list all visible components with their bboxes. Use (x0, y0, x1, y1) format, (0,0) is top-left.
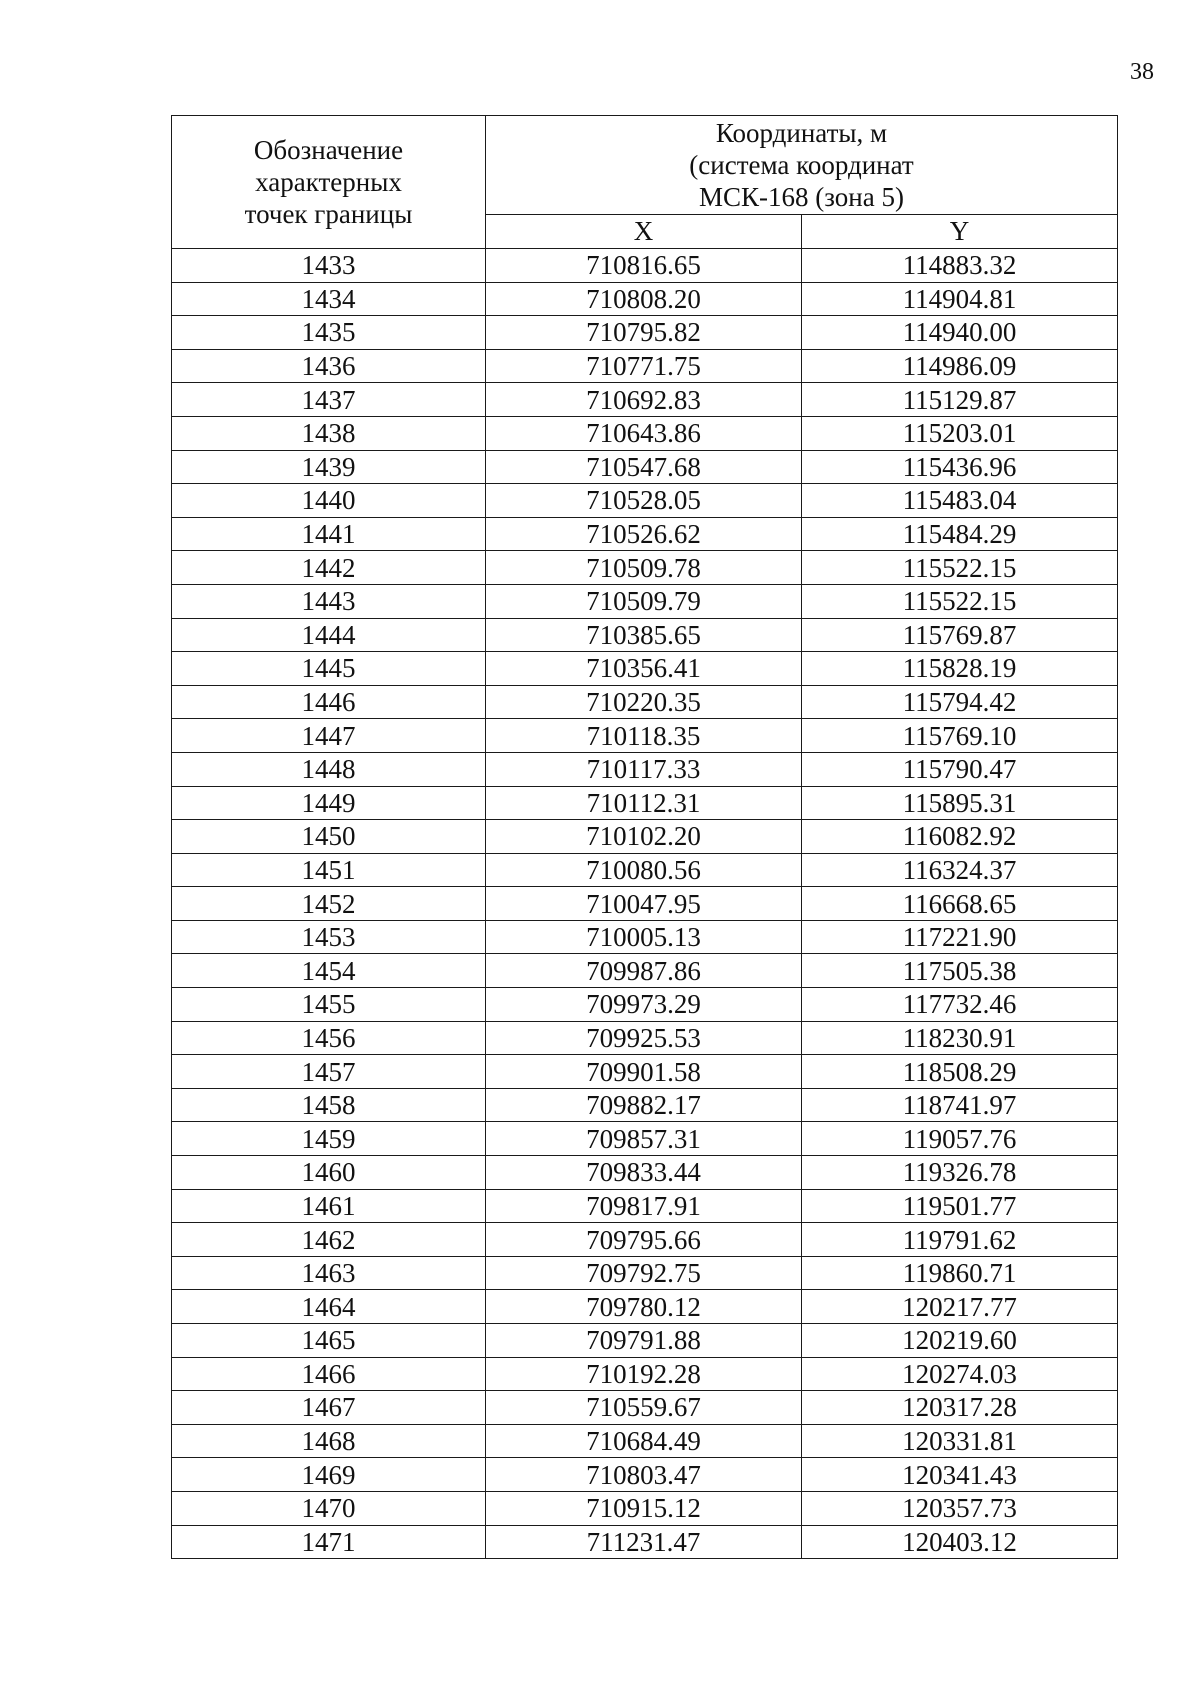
point-cell: 1460 (172, 1156, 486, 1190)
x-cell: 710356.41 (486, 652, 802, 686)
point-cell: 1459 (172, 1122, 486, 1156)
x-cell: 709857.31 (486, 1122, 802, 1156)
header-point-line: точек границы (244, 199, 413, 229)
point-cell: 1451 (172, 853, 486, 887)
x-cell: 710643.86 (486, 416, 802, 450)
point-cell: 1466 (172, 1357, 486, 1391)
point-cell: 1440 (172, 484, 486, 518)
table-row (172, 1458, 1118, 1492)
point-cell: 1448 (172, 752, 486, 786)
table-row (172, 920, 1118, 954)
x-cell: 710803.47 (486, 1458, 802, 1492)
point-cell: 1442 (172, 551, 486, 585)
point-cell: 1464 (172, 1290, 486, 1324)
table-row (172, 1391, 1118, 1425)
table-row (172, 853, 1118, 887)
y-cell: 119860.71 (802, 1256, 1118, 1290)
x-cell: 710080.56 (486, 853, 802, 887)
y-cell: 115828.19 (802, 652, 1118, 686)
point-cell: 1462 (172, 1223, 486, 1257)
x-cell: 710684.49 (486, 1424, 802, 1458)
x-cell: 710220.35 (486, 685, 802, 719)
x-cell: 709792.75 (486, 1256, 802, 1290)
table-row (172, 249, 1118, 283)
y-cell: 115794.42 (802, 685, 1118, 719)
point-cell: 1471 (172, 1525, 486, 1559)
x-cell: 709973.29 (486, 988, 802, 1022)
y-cell: 114883.32 (802, 249, 1118, 283)
table-row (172, 820, 1118, 854)
y-cell: 116668.65 (802, 887, 1118, 921)
y-cell: 120317.28 (802, 1391, 1118, 1425)
x-cell: 709901.58 (486, 1055, 802, 1089)
point-cell: 1436 (172, 349, 486, 383)
page-number: 38 (1130, 59, 1154, 85)
header-coords-line: МСК-168 (зона 5) (699, 182, 904, 212)
y-cell: 118508.29 (802, 1055, 1118, 1089)
point-cell: 1447 (172, 719, 486, 753)
x-cell: 709833.44 (486, 1156, 802, 1190)
x-cell: 710118.35 (486, 719, 802, 753)
table-row (172, 1491, 1118, 1525)
table-row (172, 1223, 1118, 1257)
table-row (172, 416, 1118, 450)
x-cell: 709780.12 (486, 1290, 802, 1324)
y-cell: 119057.76 (802, 1122, 1118, 1156)
point-cell: 1454 (172, 954, 486, 988)
x-cell: 710547.68 (486, 450, 802, 484)
y-cell: 120341.43 (802, 1458, 1118, 1492)
y-cell: 114986.09 (802, 349, 1118, 383)
y-cell: 115484.29 (802, 517, 1118, 551)
y-cell: 117505.38 (802, 954, 1118, 988)
x-cell: 710102.20 (486, 820, 802, 854)
y-cell: 115522.15 (802, 551, 1118, 585)
y-cell: 115769.10 (802, 719, 1118, 753)
y-cell: 116082.92 (802, 820, 1118, 854)
table-row (172, 618, 1118, 652)
y-cell: 115129.87 (802, 383, 1118, 417)
y-cell: 118230.91 (802, 1021, 1118, 1055)
point-cell: 1441 (172, 517, 486, 551)
table-row (172, 1424, 1118, 1458)
x-cell: 709987.86 (486, 954, 802, 988)
table-row (172, 786, 1118, 820)
point-cell: 1445 (172, 652, 486, 686)
header-coords-line: Координаты, м (715, 118, 888, 148)
x-cell: 710528.05 (486, 484, 802, 518)
point-cell: 1457 (172, 1055, 486, 1089)
y-cell: 120403.12 (802, 1525, 1118, 1559)
table-row (172, 1055, 1118, 1089)
point-cell: 1435 (172, 316, 486, 350)
x-cell: 709817.91 (486, 1189, 802, 1223)
header-point-line: характерных (255, 167, 402, 197)
y-cell: 116324.37 (802, 853, 1118, 887)
y-cell: 120357.73 (802, 1491, 1118, 1525)
x-cell: 710117.33 (486, 752, 802, 786)
point-cell: 1456 (172, 1021, 486, 1055)
y-cell: 120274.03 (802, 1357, 1118, 1391)
point-cell: 1470 (172, 1491, 486, 1525)
x-cell: 710047.95 (486, 887, 802, 921)
point-cell: 1449 (172, 786, 486, 820)
header-coords-line: (система координат (689, 150, 914, 180)
point-cell: 1438 (172, 416, 486, 450)
y-cell: 114904.81 (802, 282, 1118, 316)
table-row (172, 282, 1118, 316)
x-cell: 710112.31 (486, 786, 802, 820)
table-row (172, 887, 1118, 921)
x-cell: 710005.13 (486, 920, 802, 954)
x-cell: 709882.17 (486, 1088, 802, 1122)
point-cell: 1439 (172, 450, 486, 484)
x-cell: 709795.66 (486, 1223, 802, 1257)
y-cell: 115522.15 (802, 584, 1118, 618)
table-row (172, 383, 1118, 417)
y-cell: 120219.60 (802, 1324, 1118, 1358)
y-cell: 119326.78 (802, 1156, 1118, 1190)
table-row (172, 1122, 1118, 1156)
x-cell: 710915.12 (486, 1491, 802, 1525)
point-cell: 1446 (172, 685, 486, 719)
point-cell: 1468 (172, 1424, 486, 1458)
table-row (172, 584, 1118, 618)
table-row (172, 1156, 1118, 1190)
x-cell: 710509.78 (486, 551, 802, 585)
y-cell: 117221.90 (802, 920, 1118, 954)
table-row (172, 484, 1118, 518)
header-coordinates (486, 116, 1118, 215)
point-cell: 1458 (172, 1088, 486, 1122)
y-cell: 117732.46 (802, 988, 1118, 1022)
point-cell: 1444 (172, 618, 486, 652)
table-row (172, 1256, 1118, 1290)
table-header (172, 116, 1118, 249)
point-cell: 1437 (172, 383, 486, 417)
table-row (172, 954, 1118, 988)
x-cell: 709791.88 (486, 1324, 802, 1358)
header-point-line: Обозначение (253, 135, 404, 165)
x-cell: 710692.83 (486, 383, 802, 417)
table-row (172, 1525, 1118, 1559)
point-cell: 1453 (172, 920, 486, 954)
y-cell: 115483.04 (802, 484, 1118, 518)
y-cell: 119501.77 (802, 1189, 1118, 1223)
point-cell: 1452 (172, 887, 486, 921)
point-cell: 1469 (172, 1458, 486, 1492)
y-cell: 118741.97 (802, 1088, 1118, 1122)
point-cell: 1463 (172, 1256, 486, 1290)
y-cell: 115895.31 (802, 786, 1118, 820)
y-cell: 115790.47 (802, 752, 1118, 786)
table-row (172, 652, 1118, 686)
table-row (172, 349, 1118, 383)
table-row (172, 685, 1118, 719)
x-cell: 709925.53 (486, 1021, 802, 1055)
table-row (172, 517, 1118, 551)
table-row (172, 1324, 1118, 1358)
x-cell: 711231.47 (486, 1525, 802, 1559)
x-cell: 710771.75 (486, 349, 802, 383)
table-row (172, 988, 1118, 1022)
y-cell: 115436.96 (802, 450, 1118, 484)
point-cell: 1433 (172, 249, 486, 283)
y-cell: 115769.87 (802, 618, 1118, 652)
y-cell: 119791.62 (802, 1223, 1118, 1257)
point-cell: 1450 (172, 820, 486, 854)
point-cell: 1455 (172, 988, 486, 1022)
table-row (172, 1021, 1118, 1055)
x-cell: 710509.79 (486, 584, 802, 618)
y-cell: 120331.81 (802, 1424, 1118, 1458)
table-row (172, 1189, 1118, 1223)
table-row (172, 1290, 1118, 1324)
table-row (172, 719, 1118, 753)
point-cell: 1467 (172, 1391, 486, 1425)
table-body (172, 249, 1118, 1559)
table-row (172, 450, 1118, 484)
point-cell: 1465 (172, 1324, 486, 1358)
point-cell: 1443 (172, 584, 486, 618)
header-x: X (486, 215, 802, 249)
x-cell: 710808.20 (486, 282, 802, 316)
table-row (172, 316, 1118, 350)
y-cell: 114940.00 (802, 316, 1118, 350)
boundary-coordinates-table (171, 115, 1118, 1559)
header-y: Y (802, 215, 1118, 249)
x-cell: 710795.82 (486, 316, 802, 350)
y-cell: 115203.01 (802, 416, 1118, 450)
point-cell: 1461 (172, 1189, 486, 1223)
table-row (172, 752, 1118, 786)
x-cell: 710559.67 (486, 1391, 802, 1425)
table-row (172, 551, 1118, 585)
y-cell: 120217.77 (802, 1290, 1118, 1324)
header-point-designation (172, 116, 486, 249)
x-cell: 710816.65 (486, 249, 802, 283)
table-row (172, 1357, 1118, 1391)
x-cell: 710526.62 (486, 517, 802, 551)
point-cell: 1434 (172, 282, 486, 316)
table-row (172, 1088, 1118, 1122)
x-cell: 710192.28 (486, 1357, 802, 1391)
x-cell: 710385.65 (486, 618, 802, 652)
